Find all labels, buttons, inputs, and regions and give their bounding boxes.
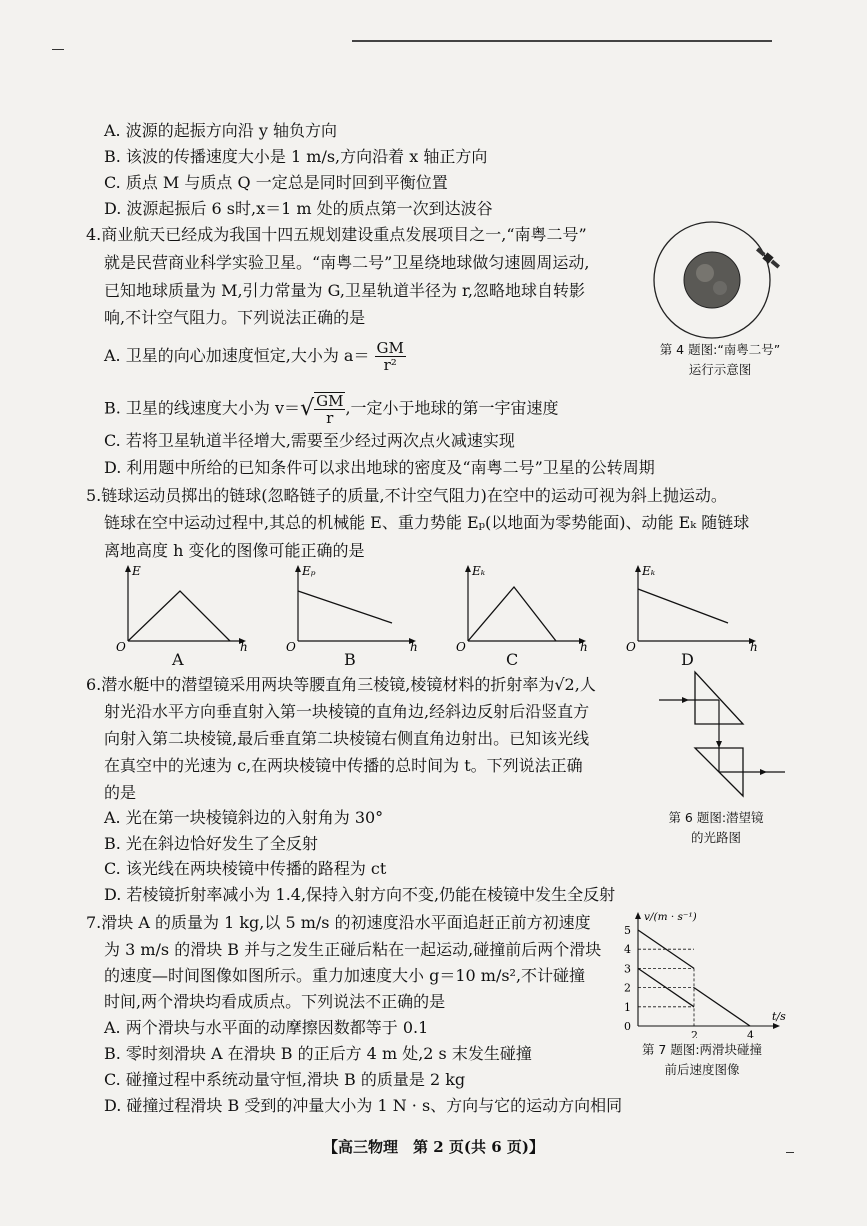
- q5-graph-d-xlabel: h: [750, 640, 758, 653]
- q5-stem-3: 离地高度 h 变化的图像可能正确的是: [104, 541, 365, 560]
- q4-option-d: D. 利用题中所给的已知条件可以求出地球的密度及“南粤二号”卫星的公转周期: [104, 458, 655, 477]
- q6-option-a: A. 光在第一块棱镜斜边的入射角为 30°: [104, 808, 384, 827]
- q3-option-b: B. 该波的传播速度大小是 1 m/s,方向沿着 x 轴正方向: [104, 147, 488, 166]
- q7-option-b: B. 零时刻滑块 A 在滑块 B 的正后方 4 m 处,2 s 末发生碰撞: [104, 1044, 532, 1063]
- q5-graph-b-curve: [298, 591, 392, 623]
- earth-texture-2: [713, 281, 727, 295]
- q6-option-c: C. 该光线在两块棱镜中传播的路程为 ct: [104, 859, 387, 878]
- page-footer: 【高三物理 第 2 页(共 6 页)】: [323, 1138, 544, 1156]
- q5-graph-a: [112, 563, 252, 653]
- q5-graph-a-curve: [128, 591, 230, 641]
- q5-graph-d-label: D: [681, 650, 694, 669]
- q7-ytick-label: 3: [624, 962, 631, 976]
- q5-graph-d-ylabel: Eₖ: [642, 564, 656, 578]
- periscope-figure: [655, 668, 790, 803]
- q6-caption-line2: 的光路图: [690, 830, 741, 845]
- q6-option-d: D. 若棱镜折射率减小为 1.4,保持入射方向不变,仍能在棱镜中发生全反射: [104, 885, 616, 904]
- q4-option-a-text: A. 卫星的向心加速度恒定,大小为 a＝: [104, 346, 370, 365]
- q6-option-b: B. 光在斜边恰好发生了全反射: [104, 834, 318, 853]
- q7-caption-line2: 前后速度图像: [664, 1062, 740, 1077]
- q5-graph-a-ylabel: E: [132, 564, 141, 578]
- earth-icon: [684, 252, 740, 308]
- q3-option-c: C. 质点 M 与质点 Q 一定总是同时回到平衡位置: [104, 173, 448, 192]
- q5-graph-c-ylabel: Eₖ: [472, 564, 486, 578]
- sqrt-icon: √: [300, 396, 315, 421]
- q4-caption: [648, 340, 792, 380]
- q4-caption-line1: 第 4 题图:“南粤二号”: [659, 342, 781, 357]
- q4-option-a-denominator: r²: [383, 356, 397, 374]
- q5-graph-a-origin: O: [116, 640, 126, 653]
- q7-ytick-label: 1: [624, 1000, 631, 1014]
- satellite-orbit-figure: [650, 218, 790, 346]
- q4-option-b-text: B. 卫星的线速度大小为 v＝: [104, 398, 301, 418]
- q5-graph-c: [452, 563, 592, 653]
- q5-graph-b-ylabel: Eₚ: [302, 564, 316, 578]
- q6-stem-3: 向射入第二块棱镜,最后垂直第二块棱镜右侧直角边射出。已知该光线: [104, 729, 590, 748]
- q6-stem-5: 的是: [104, 783, 137, 802]
- q4-option-a: [104, 340, 406, 373]
- corner-mark-bottom: [786, 1152, 794, 1153]
- q7-caption-line1: 第 7 题图:两滑块碰撞: [641, 1042, 763, 1057]
- q5-stem-1: 5.链球运动员掷出的链球(忽略链子的质量,不计空气阻力)在空中的运动可视为斜上抛运动。: [86, 486, 727, 505]
- q7-ylabel: v/(m · s⁻¹): [644, 911, 697, 923]
- q4-stem-2: 就是民营商业科学实验卫星。“南粤二号”卫星绕地球做匀速圆周运动,: [104, 253, 590, 272]
- q7-stem-4: 时间,两个滑块均看成质点。下列说法不正确的是: [104, 992, 446, 1011]
- q5-graph-b-label: B: [344, 650, 356, 669]
- q6-stem-2: 射光沿水平方向垂直射入第一块棱镜的直角边,经斜边反射后沿竖直方: [104, 702, 590, 721]
- q7-ytick-label: 4: [624, 943, 631, 957]
- q4-option-b-numerator: GM: [316, 392, 344, 410]
- q5-graph-b-origin: O: [286, 640, 296, 653]
- q7-option-c: C. 碰撞过程中系统动量守恒,滑块 B 的质量是 2 kg: [104, 1070, 466, 1089]
- q5-graph-b: [282, 563, 422, 653]
- q4-option-a-fraction: [375, 340, 406, 373]
- q7-caption: [632, 1040, 772, 1080]
- q6-stem-4: 在真空中的光速为 c,在两块棱镜中传播的总时间为 t。下列说法正确: [104, 756, 583, 775]
- q5-graph-d: [622, 563, 762, 653]
- q4-caption-line2: 运行示意图: [688, 362, 752, 377]
- q5-graph-c-curve: [468, 587, 556, 641]
- q7-xtick-label: 2: [691, 1029, 698, 1038]
- q3-option-d: D. 波源起振后 6 s时,x＝1 m 处的质点第一次到达波谷: [104, 199, 493, 218]
- q7-xtick-label: 4: [747, 1029, 754, 1038]
- q4-option-c: C. 若将卫星轨道半径增大,需要至少经过两次点火减速实现: [104, 431, 515, 450]
- q7-vt-graph: [614, 908, 794, 1038]
- q4-option-b: [104, 392, 559, 426]
- q3-option-a: A. 波源的起振方向沿 y 轴负方向: [104, 121, 337, 140]
- q4-stem-1: 4.商业航天已经成为我国十四五规划建设重点发展项目之一,“南粤二号”: [86, 225, 587, 244]
- q5-graph-c-label: C: [506, 650, 519, 669]
- q4-stem-4: 响,不计空气阻力。下列说法正确的是: [104, 308, 366, 327]
- q5-graph-b-xlabel: h: [410, 640, 418, 653]
- corner-mark: [52, 49, 64, 50]
- q4-stem-3: 已知地球质量为 M,引力常量为 G,卫星轨道半径为 r,忽略地球自转影: [104, 281, 586, 300]
- q4-option-a-numerator: GM: [376, 339, 404, 357]
- q5-graph-d-curve: [638, 589, 728, 623]
- q7-option-d: D. 碰撞过程滑块 B 受到的冲量大小为 1 N · s、方向与它的运动方向相同: [104, 1096, 623, 1115]
- q7-stem-1: 7.滑块 A 的质量为 1 kg,以 5 m/s 的初速度沿水平面追赶正前方初速度: [86, 913, 591, 932]
- q5-graph-c-origin: O: [456, 640, 466, 653]
- q7-stem-2: 为 3 m/s 的滑块 B 并与之发生正碰后粘在一起运动,碰撞前后两个滑块: [104, 940, 602, 959]
- q7-ytick-label: 5: [624, 924, 631, 937]
- header-rule: [352, 40, 772, 42]
- q7-xlabel: t/s: [772, 1010, 786, 1023]
- q4-option-b-tail: ,一定小于地球的第一宇宙速度: [345, 398, 559, 418]
- q7-ytick-label: 0: [624, 1020, 631, 1033]
- earth-texture: [696, 264, 714, 282]
- q7-series-line-3: [694, 988, 750, 1026]
- q6-stem-1: 6.潜水艇中的潜望镜采用两块等腰直角三棱镜,棱镜材料的折射率为√2,人: [86, 675, 596, 694]
- q5-stem-2: 链球在空中运动过程中,其总的机械能 E、重力势能 Eₚ(以地面为零势能面)、动能 Eₖ 随链球: [104, 513, 750, 532]
- q5-graph-d-origin: O: [626, 640, 636, 653]
- q5-graph-a-label: A: [172, 650, 184, 669]
- q5-graph-c-xlabel: h: [580, 640, 588, 653]
- q7-option-a: A. 两个滑块与水平面的动摩擦因数都等于 0.1: [104, 1018, 429, 1037]
- q7-ytick-label: 2: [624, 981, 631, 995]
- q5-graph-a-xlabel: h: [240, 640, 248, 653]
- q6-caption-line1: 第 6 题图:潜望镜: [668, 810, 764, 825]
- q4-option-b-denominator: r: [326, 409, 334, 427]
- q6-caption: [656, 808, 776, 848]
- q7-stem-3: 的速度—时间图像如图所示。重力加速度大小 g＝10 m/s²,不计碰撞: [104, 966, 586, 985]
- q4-option-b-fraction: [314, 392, 345, 426]
